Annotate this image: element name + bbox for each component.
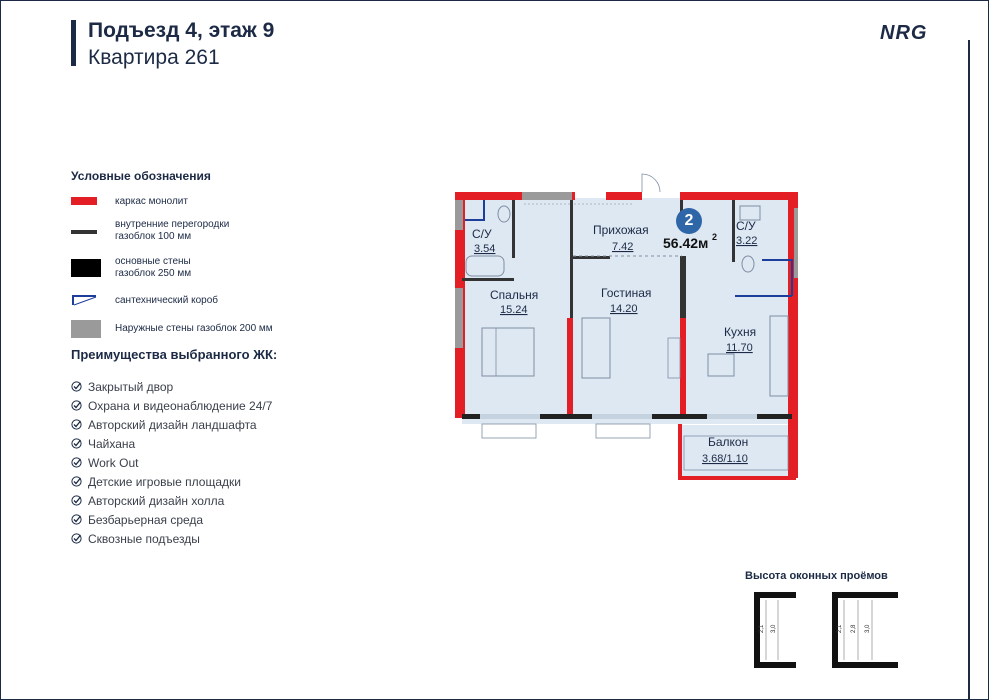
entrance-door: [642, 174, 660, 192]
check-icon: [71, 495, 82, 506]
monolith-wall-top-mid: [606, 192, 642, 200]
total-area: 56.42м: [663, 235, 709, 251]
legend-label: каркас монолит: [115, 196, 188, 207]
list-item: [71, 396, 272, 415]
list-item: [71, 377, 272, 396]
advantage-text: Детские игровые площадки: [88, 474, 241, 489]
svg-text:2,1: 2,1: [759, 624, 765, 633]
advantage-text: Сквозные подъезды: [88, 531, 200, 546]
list-item: [71, 472, 272, 491]
partition-swatch: [71, 230, 97, 234]
partition-wall: [680, 256, 686, 318]
monolith-swatch: [71, 197, 97, 205]
room-area-hallway: 7.42: [612, 241, 634, 253]
partition-wall: [512, 200, 515, 258]
external-wall-segment: [455, 288, 463, 348]
monolith-column-1: [567, 318, 573, 416]
room-name-kitchen: Кухня: [724, 325, 757, 339]
title-accent-bar: [71, 20, 76, 66]
right-rule: [968, 40, 970, 700]
legend-label: Наружные стены газоблок 200 мм: [115, 323, 273, 334]
svg-text:2,8: 2,8: [851, 624, 857, 633]
advantages-list: [71, 377, 272, 548]
list-item: [71, 529, 272, 548]
external-wall-segment: [455, 200, 463, 230]
apartment-number: Квартира 261: [88, 46, 220, 69]
monolith-wall-top-right: [680, 192, 798, 200]
advantage-text: Чайхана: [88, 436, 136, 451]
window-diagram-left: [754, 592, 796, 668]
list-item: [71, 491, 272, 510]
legend-item-partition: [71, 219, 311, 251]
partition-wall: [570, 200, 573, 260]
check-icon: [71, 438, 82, 449]
legend-label: сантехнический короб: [115, 295, 218, 306]
legend-item-main-walls: [71, 256, 311, 288]
window-sill: [596, 424, 650, 438]
check-icon: [71, 400, 82, 411]
room-name-hallway: Прихожая: [593, 223, 649, 237]
check-icon: [71, 533, 82, 544]
advantage-text: Закрытый двор: [88, 379, 174, 394]
monolith-column-2: [680, 318, 686, 416]
logo-text: NRG: [880, 22, 928, 44]
legend-item-external-walls: [71, 318, 311, 350]
legend-label: основные стены: [115, 256, 191, 267]
window-heights-title: Высота оконных проёмов: [745, 570, 888, 582]
room-area-bathroom-2: 3.22: [736, 235, 758, 247]
window-sill: [482, 424, 536, 438]
window-diagram-right: [832, 592, 898, 668]
legend-label: газоблок 250 мм: [115, 268, 192, 279]
main-wall-swatch: [71, 259, 101, 277]
advantage-text: Авторский дизайн холла: [88, 493, 225, 508]
check-icon: [71, 457, 82, 468]
partition-wall: [732, 200, 735, 262]
check-icon: [71, 514, 82, 525]
external-wall-segment: [522, 192, 572, 200]
room-name-bedroom: Спальня: [490, 288, 539, 302]
room-name-balcony: Балкон: [708, 435, 749, 449]
list-item: [71, 434, 272, 453]
entrance-floor-title: Подъезд 4, этаж 9: [88, 19, 275, 42]
partition-wall: [570, 256, 573, 318]
svg-text:3,0: 3,0: [771, 624, 777, 633]
room-area-kitchen: 11.70: [726, 342, 753, 354]
svg-text:3,0: 3,0: [865, 624, 871, 633]
window-height-diagrams: [748, 588, 903, 670]
partition-wall: [462, 278, 514, 281]
check-icon: [71, 381, 82, 392]
list-item: [71, 510, 272, 529]
balcony-floor: [682, 425, 792, 477]
list-item: [71, 415, 272, 434]
rooms-count-badge: 2: [676, 208, 702, 234]
window-opening: [707, 414, 757, 419]
advantages-title: Преимущества выбранного ЖК:: [71, 347, 278, 362]
legend-label: газоблок 100 мм: [115, 231, 192, 242]
plumbing-swatch: [71, 294, 97, 306]
nrg-logo: [880, 20, 964, 44]
advantage-text: Work Out: [88, 455, 139, 470]
floor-plan: [452, 168, 807, 490]
check-icon: [71, 476, 82, 487]
room-area-balcony: 3.68/1.10: [702, 453, 748, 465]
window-opening: [480, 414, 540, 419]
room-name-bathroom-2: С/У: [736, 219, 756, 233]
balcony-wall: [678, 476, 796, 480]
room-area-bedroom: 15.24: [500, 304, 528, 316]
check-icon: [71, 419, 82, 430]
room-area-living-room: 14.20: [610, 303, 638, 315]
room-area-bathroom-1: 3.54: [474, 243, 496, 255]
legend-label: внутренние перегородки: [115, 219, 230, 230]
external-wall-segment: [794, 208, 798, 278]
svg-text:2,1: 2,1: [837, 624, 843, 633]
total-area-superscript: 2: [712, 232, 718, 242]
list-item: [71, 453, 272, 472]
advantage-text: Безбарьерная среда: [88, 512, 204, 527]
room-name-bathroom-1: С/У: [472, 227, 492, 241]
external-wall-swatch: [71, 320, 101, 338]
advantage-text: Охрана и видеонаблюдение 24/7: [88, 398, 273, 413]
advantage-text: Авторский дизайн ландшафта: [88, 417, 257, 432]
legend-title: Условные обозначения: [71, 169, 211, 183]
window-opening: [592, 414, 652, 419]
room-name-living-room: Гостиная: [601, 286, 652, 300]
balcony-wall: [678, 424, 682, 480]
